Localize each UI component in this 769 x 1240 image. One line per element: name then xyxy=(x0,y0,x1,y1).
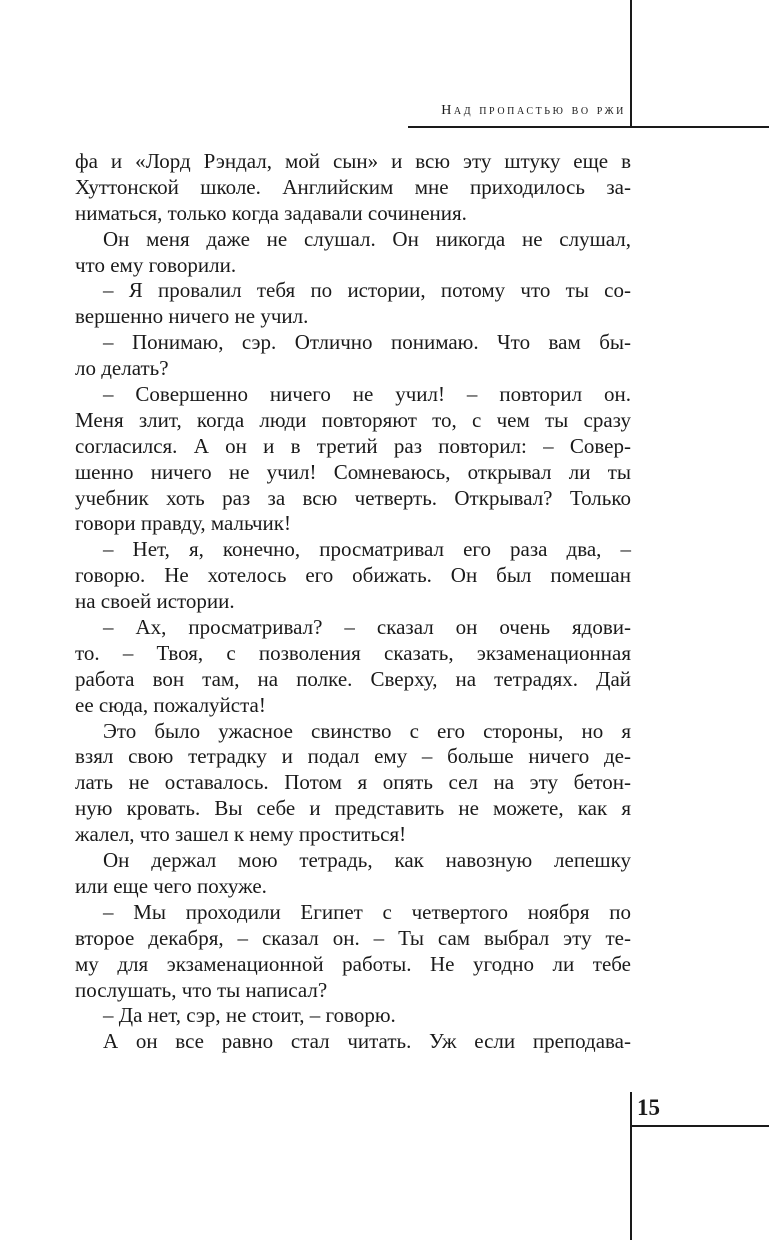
text-line: – Я провалил тебя по истории, потому что ты со- xyxy=(103,278,631,303)
text-line: му для экзаменационной работы. Не угодно ли тебе xyxy=(75,951,631,976)
text-line: – Ах, просматривал? – сказал он очень ядови- xyxy=(103,615,631,640)
text-line: или еще чего похуже. xyxy=(75,873,267,898)
text-line: работа вон там, на полке. Сверху, на тетрадях. Дай xyxy=(75,666,631,691)
header-rule xyxy=(408,126,769,128)
margin-rule-bottom xyxy=(630,1092,632,1240)
text-line: Он держал мою тетрадь, как навозную лепешку xyxy=(103,848,631,873)
text-line: А он все равно стал читать. Уж если преподава- xyxy=(103,1029,631,1054)
text-line: говорю. Не хотелось его обижать. Он был помешан xyxy=(75,563,631,588)
margin-rule-top xyxy=(630,0,632,127)
text-line: что ему говорили. xyxy=(75,252,237,277)
text-line: ее сюда, пожалуйста! xyxy=(75,692,266,717)
text-line: Это было ужасное свинство с его стороны, но я xyxy=(103,718,631,743)
text-line: говори правду, мальчик! xyxy=(75,511,291,536)
running-head: Над пропастью во ржи xyxy=(441,103,626,118)
text-line: то. – Твоя, с позволения сказать, экзаменационная xyxy=(75,640,631,665)
page-number: 15 xyxy=(637,1095,660,1120)
text-line: Хуттонской школе. Английским мне приходилось за- xyxy=(75,174,631,199)
text-line: жалел, что зашел к нему проститься! xyxy=(75,822,407,847)
text-line: ную кровать. Вы себе и представить не можете, как я xyxy=(75,796,631,821)
text-line: ниматься, только когда задавали сочинения. xyxy=(75,200,467,225)
text-line: послушать, что ты написал? xyxy=(75,977,328,1002)
text-line: шенно ничего не учил! Сомневаюсь, открывал ли ты xyxy=(75,459,631,484)
text-line: Он меня даже не слушал. Он никогда не слушал, xyxy=(103,226,631,251)
text-line: Меня злит, когда люди повторяют то, с чем ты сразу xyxy=(75,407,631,432)
text-line: учебник хоть раз за всю четверть. Открывал? Только xyxy=(75,485,631,510)
text-line: – Понимаю, сэр. Отлично понимаю. Что вам бы- xyxy=(103,330,631,355)
text-line: лать не оставалось. Потом я опять сел на эту бетон- xyxy=(75,770,631,795)
text-line: на своей истории. xyxy=(75,589,235,614)
text-line: – Совершенно ничего не учил! – повторил он. xyxy=(103,382,631,407)
text-line: – Нет, я, конечно, просматривал его раза два, – xyxy=(103,537,631,562)
folio-rule xyxy=(630,1125,769,1127)
text-line: ло делать? xyxy=(75,356,169,381)
text-line: фа и «Лорд Рэндал, мой сын» и всю эту штуку еще в xyxy=(75,149,631,173)
text-line: вершенно ничего не учил. xyxy=(75,304,309,329)
text-line: второе декабря, – сказал он. – Ты сам выбрал эту те- xyxy=(75,925,631,950)
text-line: – Да нет, сэр, не стоит, – говорю. xyxy=(103,1003,396,1028)
text-line: согласился. А он и в третий раз повторил: – Совер- xyxy=(75,433,631,458)
text-line: взял свою тетрадку и подал ему – больше ничего де- xyxy=(75,744,631,769)
body-text xyxy=(75,149,631,1055)
text-line: – Мы проходили Египет с четвертого ноября по xyxy=(103,899,631,924)
